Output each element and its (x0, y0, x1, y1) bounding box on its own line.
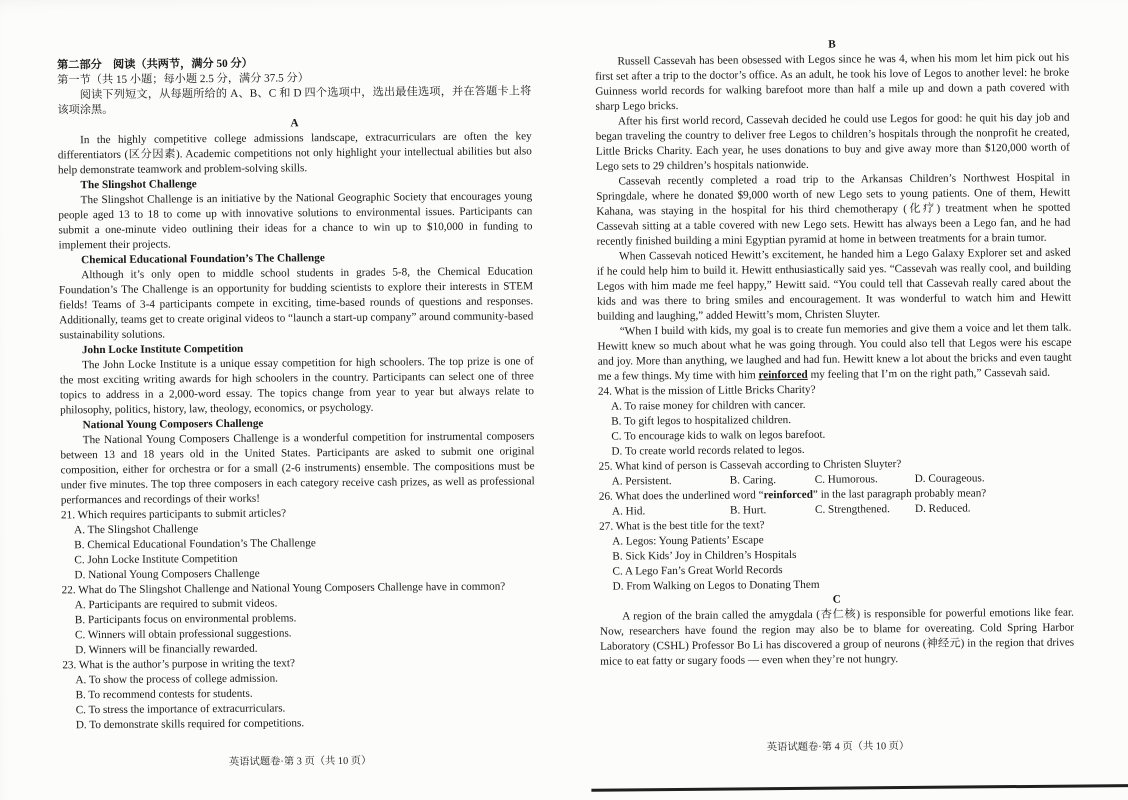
question-22-stem: 22. What do The Slingshot Challenge and National Young Composers Challenge have in common? (61, 580, 506, 597)
question-25-option-d: D. Courageous. (914, 472, 985, 485)
passage-b-label: B (828, 38, 836, 51)
instructions: 阅读下列短文，从每题所给的 A、B、C 和 D 四个选项中，选出最佳选项，并在答题卡上将该项涂黑。 (57, 85, 532, 117)
question-22-option-b: B. Participants focus on environmental problems. (74, 612, 297, 627)
question-21-option-c: C. John Locke Institute Competition (74, 552, 238, 567)
paragraph-5-text-after: my feeling that I’m on the right path,” Cassevah said. (807, 366, 1051, 381)
passage-a-section-1-title: The Slingshot Challenge (80, 178, 197, 192)
question-27-stem: 27. What is the best title for the text? (599, 519, 765, 533)
question-21 (61, 504, 536, 583)
part-header: 第一节（共 15 小题；每小题 2.5 分，满分 37.5 分） (57, 72, 309, 87)
exam-page-3 (57, 54, 537, 733)
question-24-option-b: B. To gift legos to hospitalized children. (611, 414, 792, 428)
question-23 (62, 654, 537, 733)
question-21-stem: 21. Which requires participants to submit articles? (60, 507, 287, 522)
passage-a-section-2-body: Although it’s only open to middle school students in grades 5-8, the Chemical Education Foundation’s The Challenge is an opportunity for budding scientists to explore their interests in STEM fields! Teams of 3-4 participants compete in exciting, time-based rounds of questions and responses. Additionally, teams get to create original videos to “launch a start-up company” around community-based sustainability solutions. (58, 265, 534, 342)
question-24-option-c: C. To encourage kids to walk on legos barefoot. (611, 428, 826, 443)
question-23-option-b: B. To recommend contests for students. (75, 687, 253, 702)
question-21-option-a: A. The Slingshot Challenge (74, 523, 199, 537)
paragraph-5-text-before: “When I build with kids, my goal is to create fun memories and give them a voice and let them talk. Hewitt knew so much about what he was going through. You could also tell that Legos were his escape and joy. More than anything, we laughed and had fun. Hewitt knew a lot about the bricks and even taught me a few things. My time with him (597, 321, 1072, 383)
question-21-option-d: D. National Young Composers Challenge (74, 567, 260, 582)
question-25-option-c: C. Humorous. (814, 473, 878, 486)
question-26-stem-after: ” in the last paragraph probably mean? (812, 487, 987, 501)
question-22-option-a: A. Participants are required to submit videos. (74, 597, 278, 612)
question-27-option-c: C. A Lego Fan’s Great World Records (612, 564, 783, 578)
question-26-option-c: C. Strengthened. (814, 503, 890, 516)
question-27-option-d: D. From Walking on Legos to Donating Them (612, 578, 820, 593)
passage-b-paragraph-2: After his first world record, Cassevah decided he could use Legos for good: he quit his day job and began traveling the country to deliver free Legos to children’s hospitals through the nonprofit he created, Little Bricks Charity. Each year, he uses donations to buy and give away more than $120,000 worth of Lego sets to 29 children’s hospitals nationwide. (595, 111, 1070, 173)
question-26 (599, 486, 1073, 520)
question-23-option-c: C. To stress the importance of extracurriculars. (75, 702, 286, 717)
question-22-option-c: C. Winners will obtain professional suggestions. (74, 627, 292, 642)
question-26-stem-before: 26. What does the underlined word “ (598, 489, 764, 503)
scan-edge-artifact-line (591, 784, 1128, 792)
question-25-option-a: A. Persistent. (611, 475, 672, 488)
passage-a-intro: In the highly competitive college admissions landscape, extracurriculars are often the key differentiators (区分因素). Academic competitions not only highlight your intellectual abilities but also help demonstrate teamwork and problem-solving skills. (57, 130, 532, 177)
passage-b-paragraph-5 (597, 321, 1072, 385)
question-23-stem: 23. What is the author’s purpose in writing the text? (62, 657, 295, 672)
page-3-footer: 英语试题卷·第 3 页（共 10 页） (228, 755, 372, 768)
question-21-option-b: B. Chemical Educational Foundation’s The Challenge (74, 537, 316, 552)
question-22-option-d: D. Winners will be financially rewarded. (75, 642, 258, 657)
question-26-bold-word: reinforced (763, 488, 813, 502)
passage-a-section-2-title: Chemical Educational Foundation’s The Challenge (81, 252, 325, 267)
passage-c-label: C (832, 593, 841, 606)
question-22 (62, 579, 537, 658)
passage-a-label: A (290, 117, 299, 130)
question-23-option-d: D. To demonstrate skills required for competitions. (75, 717, 305, 732)
question-26-option-a: A. Hid. (611, 505, 646, 518)
underlined-word-reinforced: reinforced (758, 368, 808, 382)
passage-a-section-1-body: The Slingshot Challenge is an initiative by the National Geographic Society that encourages young people aged 13 to 18 to come up with innovative solutions to environmental issues. Participants can submit a one-minute video outlining their ideas for a chance to win up to $10,000 in funding to implement their projects. (58, 190, 533, 252)
section-header: 第二部分 阅读（共两节，满分 50 分） (57, 57, 253, 72)
question-25-stem: 25. What kind of person is Cassevah according to Christen Sluyter? (598, 458, 902, 473)
question-27 (599, 516, 1074, 595)
question-24 (598, 381, 1073, 460)
question-26-option-b: B. Hurt. (729, 504, 767, 517)
question-23-option-a: A. To show the process of college admission. (75, 672, 279, 687)
question-25-option-b: B. Caring. (729, 474, 777, 487)
passage-a-section-4-title: National Young Composers Challenge (82, 417, 264, 432)
exam-page-4 (595, 36, 1074, 670)
question-24-option-a: A. To raise money for children with cancer. (611, 398, 806, 413)
passage-a-section-4-body: The National Young Composers Challenge is a wonderful competition for instrumental composers between 13 and 18 years old in the United States. Participants are asked to submit one original composition, either for orchestra or for a small (2-6 instruments) ensemble. The compositions must be under five minutes. The top three composers in each category receive cash prizes, as well as professional performances and recordings of their works! (60, 430, 535, 507)
passage-a-section-3-title: John Locke Institute Competition (81, 342, 244, 357)
page-4-footer: 英语试题卷·第 4 页（共 10 页） (766, 741, 910, 754)
question-24-option-d: D. To create world records related to legos. (611, 443, 805, 458)
passage-c-paragraph-1: A region of the brain called the amygdala (杏仁核) is responsible for powerful emotions like fear. Now, researchers have found the region may also be to blame for overeating. Cold Spring Harbor Laboratory (CSHL) Professor Bo Li has discovered a group of neurons (神经元) in the region that drives mice to eat fatty or sugary foods — even when they’re not hungry. (599, 606, 1075, 668)
question-27-option-a: A. Legos: Young Patients’ Escape (612, 534, 764, 548)
passage-b-paragraph-1: Russell Cassevah has been obsessed with Legos since he was 4, when his mom let him pick out his first set after a trip to the doctor’s office. As an adult, he took his love of Legos to another level: he broke Guinness world records for walking barefoot more than half a mile up and down a path covered with sharp Lego bricks. (595, 51, 1070, 113)
question-26-option-d: D. Reduced. (914, 502, 971, 515)
passage-b-paragraph-4: When Cassevah noticed Hewitt’s excitement, he handed him a Lego Galaxy Explorer set and asked if he could help him to build it. Hewitt enthusiastically said yes. “Cassevah was really cool, and building Legos with him made me feel happy,” Hewitt said. “You could tell that Cassevah really cared about the kids and was there to bring smiles and encouragement. It was wonderful to watch him and Hewitt building and laughing,” added Hewitt’s mom, Christen Sluyter. (596, 246, 1072, 323)
question-25 (599, 456, 1073, 490)
question-27-option-b: B. Sick Kids’ Joy in Children’s Hospitals (612, 548, 797, 563)
passage-b-paragraph-3: Cassevah recently completed a road trip to the Arkansas Children’s Northwest Hospital in Springdale, where he donated $9,000 worth of new Lego sets to young patients. One of them, Hewitt Kahana, was staying in the hospital for his third chemotherapy (化疗) treatment when he spotted Cassevah sitting at a table covered with new Lego sets. Hewitt has always been a Lego fan, and he had recently finished building a mini Egyptian pyramid at home in between treatments for a brain tumor. (596, 171, 1071, 248)
passage-a-section-3-body: The John Locke Institute is a unique essay competition for high schoolers. The top prize is one of the most exciting writing awards for high schoolers in the country. Participants can select one of three topics to address in a 2,000-word essay. The topics change from year to year but always relate to philosophy, politics, history, law, theology, economics, or psychology. (59, 355, 534, 417)
question-24-stem: 24. What is the mission of Little Bricks Charity? (597, 383, 816, 398)
